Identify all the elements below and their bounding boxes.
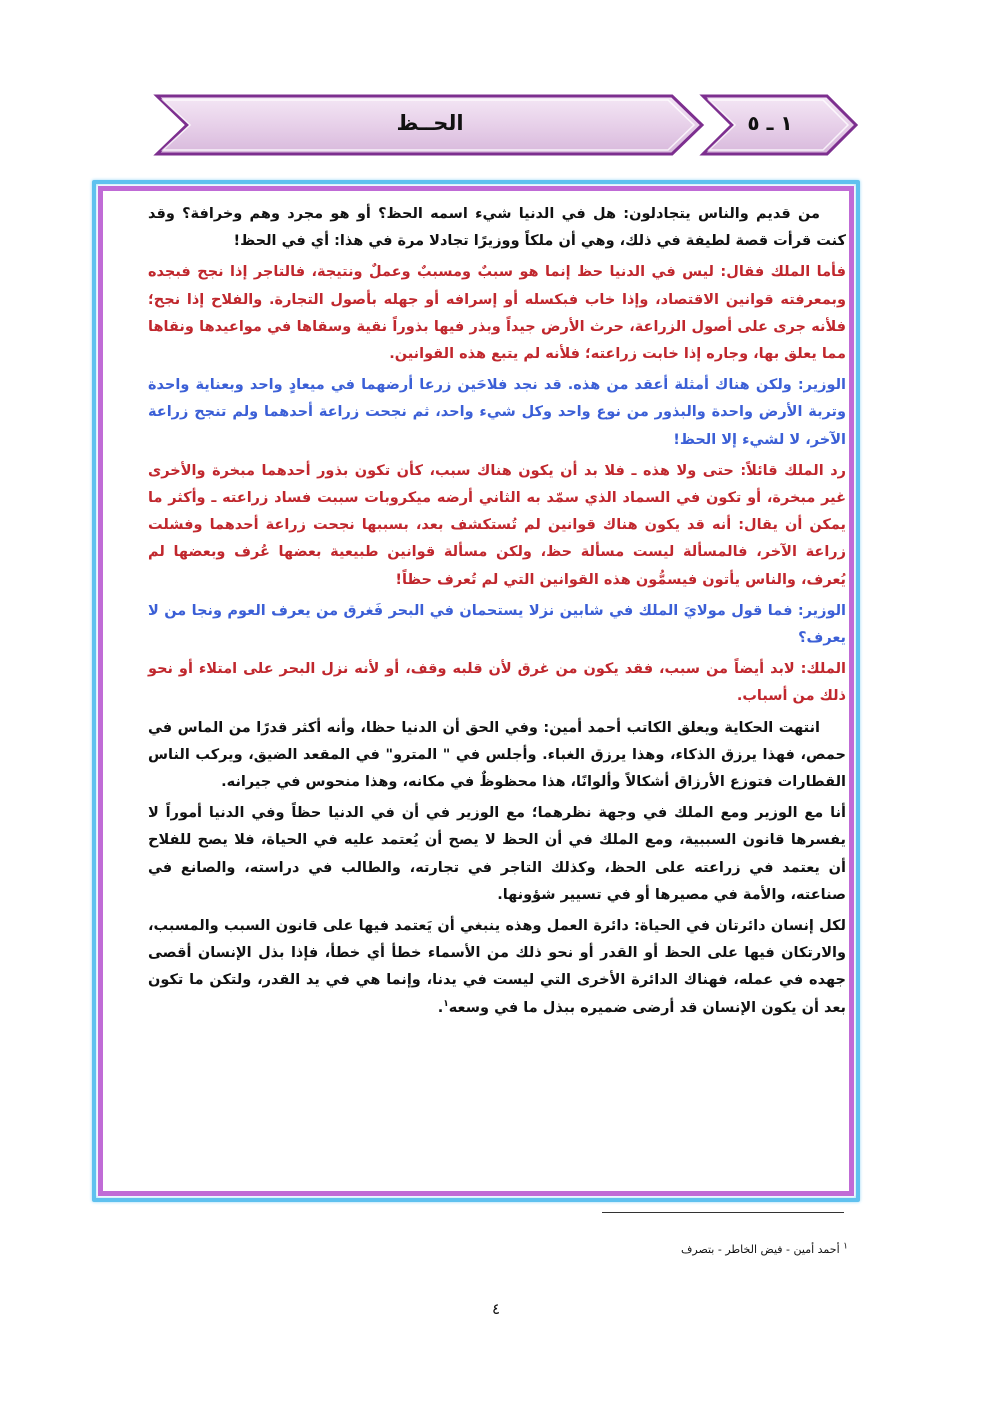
section-number: ١ ـ ٥ (747, 111, 793, 135)
footnote (520, 1243, 848, 1256)
page-number: ٤ (491, 1300, 501, 1318)
footnote-text: أحمد أمين - فيض الخاطر - بتصرف (680, 1243, 840, 1256)
paragraph-intro: من قديم والناس يتجادلون: هل في الدنيا شيء اسمه الحظ؟ أو هو مجرد وهم وخرافة؟ وقد كنت قرأت قصة لطيفة في ذلك، وهي أن ملكاً ووزيرًا تجادلا مرة في هذا: أي في الحظ! (148, 206, 846, 250)
footnote-divider (602, 1212, 844, 1213)
conclusion-end: . (437, 999, 444, 1016)
footnote-ref: ١ (443, 998, 449, 1009)
paragraph-king-3: الملك: لابد أيضاً من سبب، فقد يكون من غرق لأن قلبه وقف، أو لأنه نزل البحر على امتلاء أو نحو ذلك من أسباب. (148, 661, 846, 705)
paragraph-king-1: فأما الملك فقال: ليس في الدنيا حظ إنما هو سببٌ ومسببٌ وعملٌ ونتيجة، فالتاجر إذا نجح فبجده وبمعرفته قوانين الاقتصاد، وإذا خاب فبكسله أو إسرافه أو جهله بأصول التجارة. والفلاح إذا نجح؛ فلأنه جرى على أصول الزراعة، حرث الأرض جيداً وبذر فيها بذوراً نقية وسقاها في مواعيدها ونقاها مما يعلق بها، وجاره إذا خابت زراعته؛ فلأنه لم يتبع هذه القوانين. (148, 264, 846, 363)
page-title: الحــظ (396, 111, 464, 135)
paragraph-minister-1: الوزير: ولكن هناك أمثلة أعقد من هذه. قد نجد فلاحَين زرعا أرضهما في ميعادٍ واحد وبعناية واحدة وتربة الأرض واحدة والبذور من نوع واحد وكل شيء واحد، ثم نجحت زراعة أحدهما ولم تنجح زراعة الآخر، لا لشيء إلا الحظ! (148, 377, 846, 448)
footnote-marker: ١ (843, 1241, 848, 1252)
article-body (148, 201, 846, 1026)
paragraph-opinion: أنا مع الوزير ومع الملك في وجهة نظرهما؛ مع الوزير في أن في الدنيا حظاً وفي الدنيا أموراً لا يفسرها قانون السببية، ومع الملك في أن الحظ لا يصح أن يُعتمد عليه في الحياة، فلا يصح للفلاح أن يعتمد في زراعته على الحظ، وكذلك التاجر في تجارته، والطالب في دراسته، والصانع في صناعته، والأمة في مصيرها أو في تسيير شؤونها. (148, 805, 846, 903)
paragraph-king-2: رد الملك قائلاً: حتى ولا هذه ـ فلا بد أن يكون هناك سبب، كأن تكون بذور أحدهما مبخرة والأخرى غير مبخرة، أو تكون في السماد الذي سمّد به الثاني أرضه ميكروبات سببت فساد زراعته ـ وأكثر ما يمكن أن يقال: أنه قد يكون هناك قوانين لم تُستكشف بعد، بسببها نجحت زراعة أحدهما وفشلت زراعة الآخر، فالمسألة ليست مسألة حظ، ولكن مسألة قوانين طبيعية بعضها عُرف وبعضها لم يُعرف، والناس يأتون فيسمُّون هذه القوانين التي لم تُعرف حظاً! (148, 462, 846, 588)
conclusion-text: لكل إنسان دائرتان في الحياة: دائرة العمل وهذه ينبغي أن يَعتمد فيها على قانون السبب والمسبب، والارتكان فيها على الحظ أو القدر أو نحو ذلك من الأسماء خطأ أي خطأ، فإذا بذل الإنسان أقصى جهده في عمله، فهناك الدائرة الأخرى التي ليست في يدنا، وإنما هي في يد القدر، ولتكن ما تكون بعد أن يكون الإنسان قد أرضى ضميره ببذل ما في وسعه (148, 918, 846, 1016)
paragraph-minister-2: الوزير: فما قول مولايَ الملك في شابين نزلا يستحمان في البحر فَغرق من يعرف العوم ونجا من لا يعرف؟ (148, 602, 846, 647)
header-banner (0, 0, 992, 175)
paragraph-commentary: انتهت الحكاية ويعلق الكاتب أحمد أمين: وفي الحق أن الدنيا حظا، وأنه أكثر قدرًا من الماس في حمص، فهذا يرزق الذكاء، وهذا يرزق الغباء. وأجلس في " المترو" في المقعد الضيق، ويركب الناس القطارات فتوزع الأرزاق أشكالاً وألوانًا، هذا محظوظٌ في مكانه، وهذا منحوس في جيرانه. (148, 719, 846, 791)
paragraph-conclusion (148, 913, 846, 1022)
